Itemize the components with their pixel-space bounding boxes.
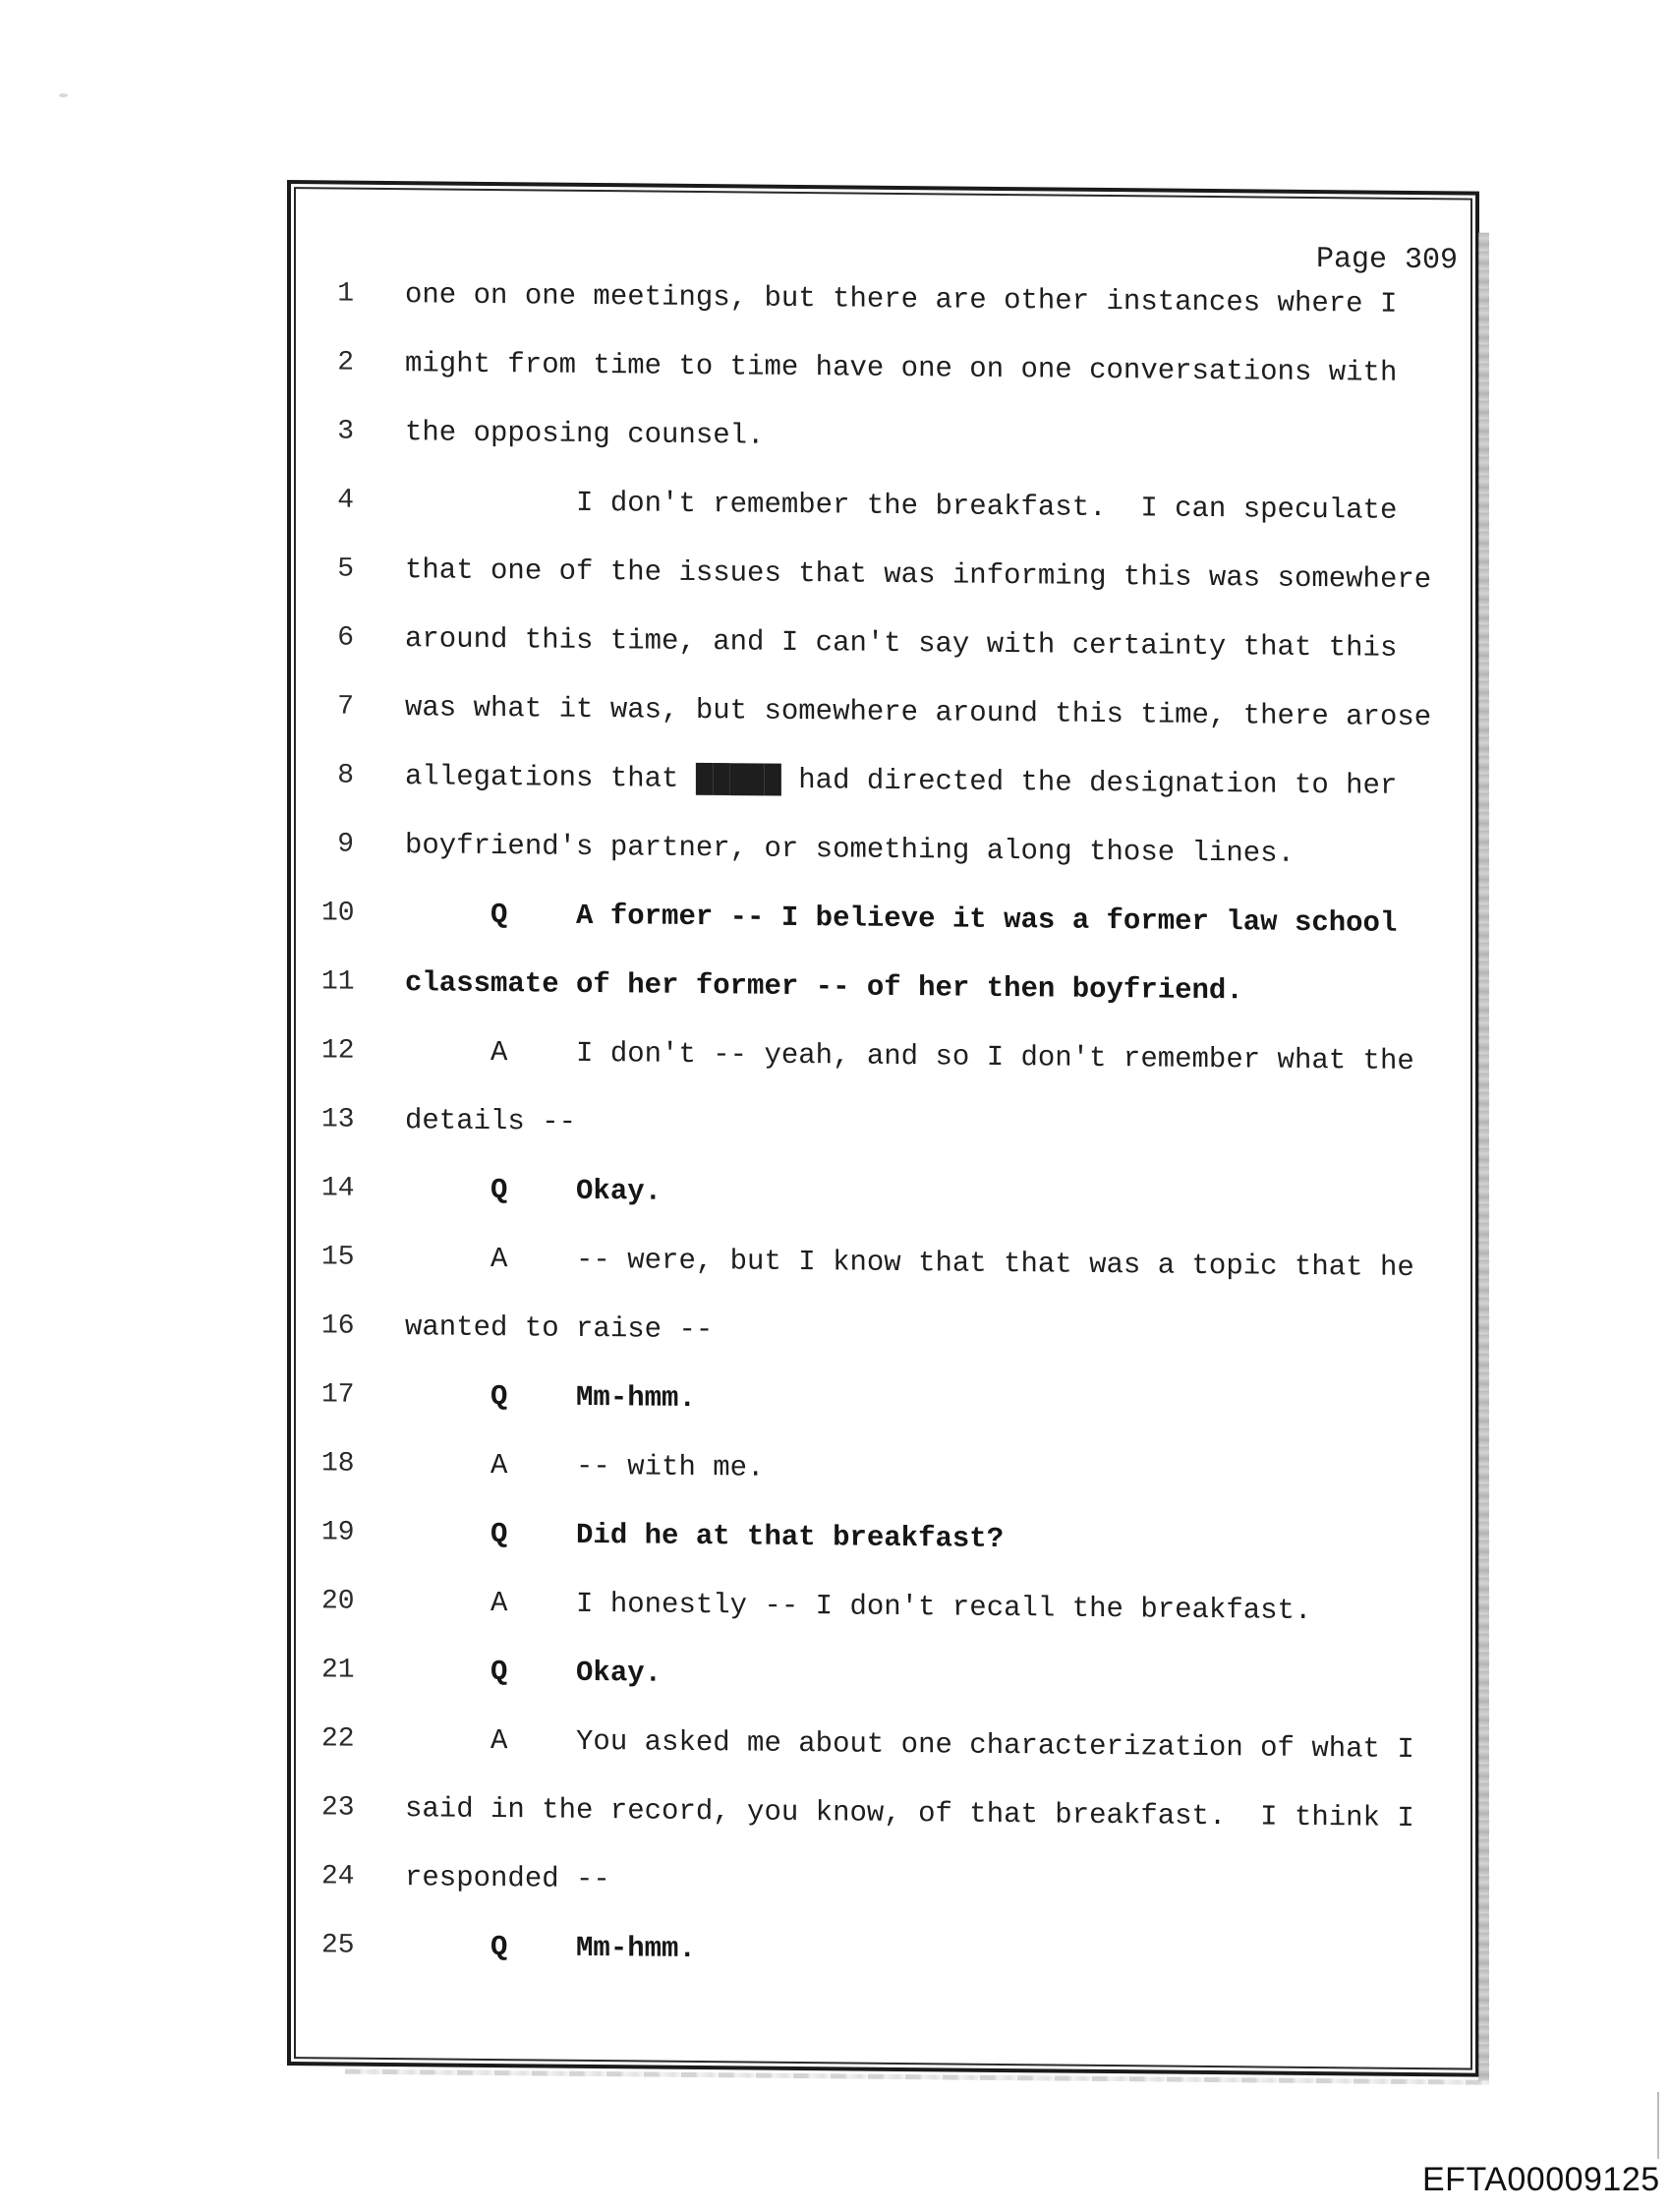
transcript-line bbox=[291, 1103, 1475, 1184]
line-number: 5 bbox=[337, 553, 354, 585]
line-number: 16 bbox=[321, 1310, 355, 1342]
line-text: A You asked me about one characterization of what I bbox=[405, 1723, 1414, 1767]
line-text: wanted to raise -- bbox=[405, 1310, 714, 1347]
line-number: 6 bbox=[337, 622, 354, 654]
line-number: 20 bbox=[321, 1586, 355, 1617]
transcript-lines bbox=[291, 277, 1475, 2009]
line-text: A I don't -- yeah, and so I don't remember what the bbox=[405, 1035, 1414, 1078]
line-number: 11 bbox=[321, 966, 355, 998]
line-text-redacted: allegations that █████ had directed the designation to her bbox=[405, 760, 1398, 802]
transcript-line bbox=[291, 484, 1475, 564]
line-text: responded -- bbox=[405, 1861, 610, 1896]
line-number: 24 bbox=[321, 1861, 355, 1892]
line-number: 1 bbox=[337, 278, 354, 310]
transcript-line bbox=[291, 1034, 1475, 1115]
line-number: 19 bbox=[321, 1517, 355, 1548]
line-number: 23 bbox=[321, 1792, 355, 1824]
transcript-line bbox=[291, 897, 1475, 977]
line-number: 21 bbox=[321, 1655, 355, 1686]
scan-speck bbox=[59, 93, 68, 97]
line-text: I don't remember the breakfast. I can speculate bbox=[405, 485, 1398, 527]
line-number: 14 bbox=[321, 1173, 355, 1204]
line-text: Q Okay. bbox=[405, 1173, 663, 1208]
transcript-line bbox=[291, 553, 1475, 633]
page-number-header: Page 309 bbox=[1315, 243, 1458, 278]
line-text: said in the record, you know, of that breakfast. I think I bbox=[405, 1792, 1414, 1835]
transcript-line bbox=[291, 690, 1475, 771]
transcript-line bbox=[291, 1929, 1475, 2009]
line-number: 25 bbox=[321, 1930, 355, 1961]
transcript-line bbox=[291, 759, 1475, 840]
scan-artifact-line bbox=[1657, 2092, 1659, 2159]
line-text: classmate of her former -- of her then boyfriend. bbox=[405, 966, 1243, 1008]
line-text: was what it was, but somewhere around this time, there arose bbox=[405, 691, 1432, 734]
line-text: A I honestly -- I don't recall the breakfast. bbox=[405, 1586, 1312, 1628]
transcript-line bbox=[291, 1654, 1475, 1734]
transcript-line bbox=[291, 828, 1475, 908]
line-number: 12 bbox=[321, 1035, 355, 1067]
transcript-line bbox=[291, 1860, 1475, 1941]
line-number: 8 bbox=[337, 760, 354, 791]
transcript-line bbox=[291, 277, 1475, 358]
transcript-line bbox=[291, 1791, 1475, 1872]
line-text: Q Okay. bbox=[405, 1655, 663, 1690]
transcript-line bbox=[291, 1172, 1475, 1252]
transcript-line bbox=[291, 1516, 1475, 1597]
line-number: 18 bbox=[321, 1448, 355, 1480]
line-number: 15 bbox=[321, 1242, 355, 1273]
line-text: A -- were, but I know that that was a topic that he bbox=[405, 1242, 1414, 1285]
transcript-line bbox=[291, 1447, 1475, 1528]
line-text: might from time to time have one on one conversations with bbox=[405, 347, 1398, 389]
line-number: 2 bbox=[337, 347, 354, 378]
transcript-page-frame bbox=[287, 180, 1479, 2077]
transcript-content bbox=[291, 184, 1475, 2073]
line-text: around this time, and I can't say with certainty that this bbox=[405, 622, 1398, 665]
transcript-line bbox=[291, 1310, 1475, 1390]
line-number: 4 bbox=[337, 485, 354, 516]
line-text: Q Did he at that breakfast? bbox=[405, 1517, 1005, 1555]
line-text: Q Mm-hmm. bbox=[405, 1379, 696, 1415]
transcript-line bbox=[291, 1378, 1475, 1459]
transcript-line bbox=[291, 1241, 1475, 1321]
line-text: one on one meetings, but there are other instances where I bbox=[405, 278, 1398, 320]
line-text: details -- bbox=[405, 1104, 577, 1138]
transcript-line bbox=[291, 965, 1475, 1046]
line-text: Q Mm-hmm. bbox=[405, 1930, 696, 1965]
line-text: Q A former -- I believe it was a former law school bbox=[405, 898, 1398, 940]
transcript-line bbox=[291, 1585, 1475, 1665]
transcript-line bbox=[291, 346, 1475, 427]
line-text: that one of the issues that was informing this was somewhere bbox=[405, 553, 1432, 597]
line-number: 22 bbox=[321, 1723, 355, 1755]
line-number: 13 bbox=[321, 1104, 355, 1135]
line-number: 3 bbox=[337, 416, 354, 447]
transcript-line bbox=[291, 1722, 1475, 1803]
bates-number: EFTA00009125 bbox=[1422, 2161, 1660, 2198]
line-text: the opposing counsel. bbox=[405, 416, 765, 452]
line-number: 7 bbox=[337, 691, 354, 723]
line-number: 10 bbox=[321, 898, 355, 929]
line-number: 9 bbox=[337, 829, 354, 860]
scan-shadow-right bbox=[1478, 233, 1489, 2081]
line-text: boyfriend's partner, or something along those lines. bbox=[405, 829, 1295, 870]
transcript-line bbox=[291, 621, 1475, 702]
transcript-line bbox=[291, 415, 1475, 495]
line-number: 17 bbox=[321, 1379, 355, 1411]
line-text: A -- with me. bbox=[405, 1448, 765, 1484]
